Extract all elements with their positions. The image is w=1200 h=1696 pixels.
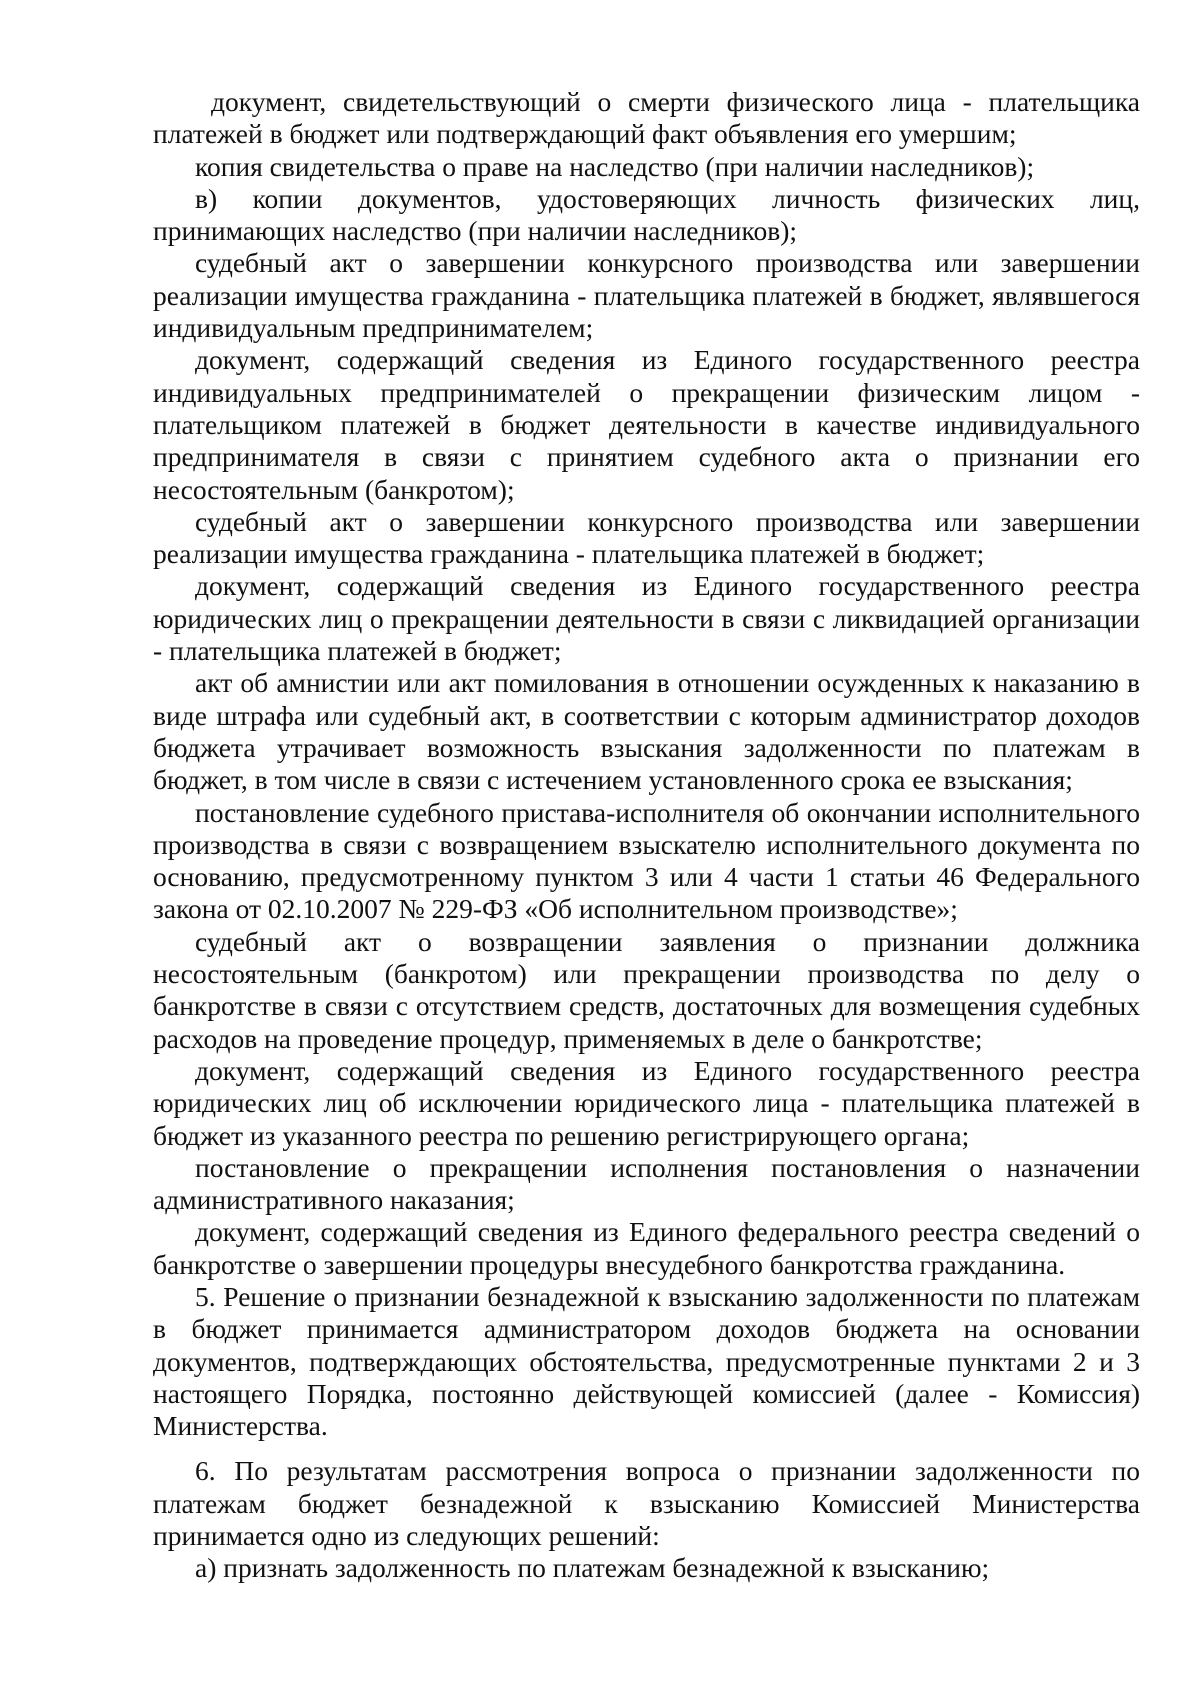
paragraph-registry-liquidation: документ, содержащий сведения из Единого государственного реестра юридических лиц о прекращении деятельности в связи с ликвидацией организации - плательщика платежей в бюджет; [153,570,1140,667]
paragraph-registry-exclusion: документ, содержащий сведения из Единого государственного реестра юридических лиц об исключении юридического лица - плательщика платежей в бюджет из указанного реестра по решению регистрирующего органа; [153,1054,1140,1151]
paragraph-returned-application: судебный акт о возвращении заявления о признании должника несостоятельным (банкротом) или прекращении производства по делу о банкротстве в связи с отсутствием средств, достаточных для возмещения судебных расходов на проведение процедур, применяемых в деле о банкротстве; [153,925,1140,1054]
paragraph-death-document: документ, свидетельствующий о смерти физического лица - плательщика платежей в бюджет или подтверждающий факт объявления его умершим; [153,86,1140,150]
paragraph-bailiff-resolution: постановление судебного пристава-исполнителя об окончании исполнительного производства в связи с возвращением взыскателю исполнительного документа по основанию, предусмотренному пунктом 3 или 4 части 1 статьи 46 Федерального закона от 02.10.2007 № 229-ФЗ «Об исполнительном производстве»; [153,796,1140,925]
paragraph-termination-penalty: постановление о прекращении исполнения постановления о назначении административного наказания; [153,1151,1140,1216]
paragraph-bankruptcy-citizen: судебный акт о завершении конкурсного производства или завершении реализации имущества гражданина - плательщика платежей в бюджет; [153,505,1140,570]
paragraph-out-of-court-bankruptcy: документ, содержащий сведения из Единого федерального реестра сведений о банкротстве о завершении процедуры внесудебного банкротства гражданина. [153,1216,1140,1280]
paragraph-decision-a: а) признать задолженность по платежам безнадежной к взысканию; [195,1552,990,1584]
document-page [153,86,1140,1585]
paragraph-bankruptcy-entrepreneur: судебный акт о завершении конкурсного производства или завершении реализации имущества гражданина - плательщика платежей в бюджет, являвшегося индивидуальным предпринимателем; [153,247,1140,344]
paragraph-registry-entrepreneurs: документ, содержащий сведения из Единого государственного реестра индивидуальных предпринимателей о прекращении физическим лицом - плательщиком платежей в бюджет деятельности в качестве индивидуального предпринимателя в связи с принятием судебного акта о признании его несостоятельным (банкротом); [153,344,1140,505]
paragraph-amnesty-act: акт об амнистии или акт помилования в отношении осужденных к наказанию в виде штрафа или судебный акт, в соответствии с которым администратор доходов бюджета утрачивает возможность взыскания задолженности по платежам в бюджет, в том числе в связи с истечением установленного срока ее взыскания; [153,667,1140,796]
paragraph-item-6: 6. По результатам рассмотрения вопроса о признании задолженности по платежам бюджет безнадежной к взысканию Комиссией Министерства принимается одно из следующих решений: [153,1455,1140,1552]
paragraph-item-5: 5. Решение о признании безнадежной к взысканию задолженности по платежам в бюджет принимается администратором доходов бюджета на основании документов, подтверждающих обстоятельства, предусмотренные пунктами 2 и 3 настоящего Порядка, постоянно действующей комиссией (далее - Комиссия) Министерства. [153,1280,1140,1442]
paragraph-inheritance-certificate: копия свидетельства о праве на наследство (при наличии наследников); [195,150,1035,182]
paragraph-heirs-identity: в) копии документов, удостоверяющих личность физических лиц, принимающих наследство (при наличии наследников); [153,182,1140,247]
